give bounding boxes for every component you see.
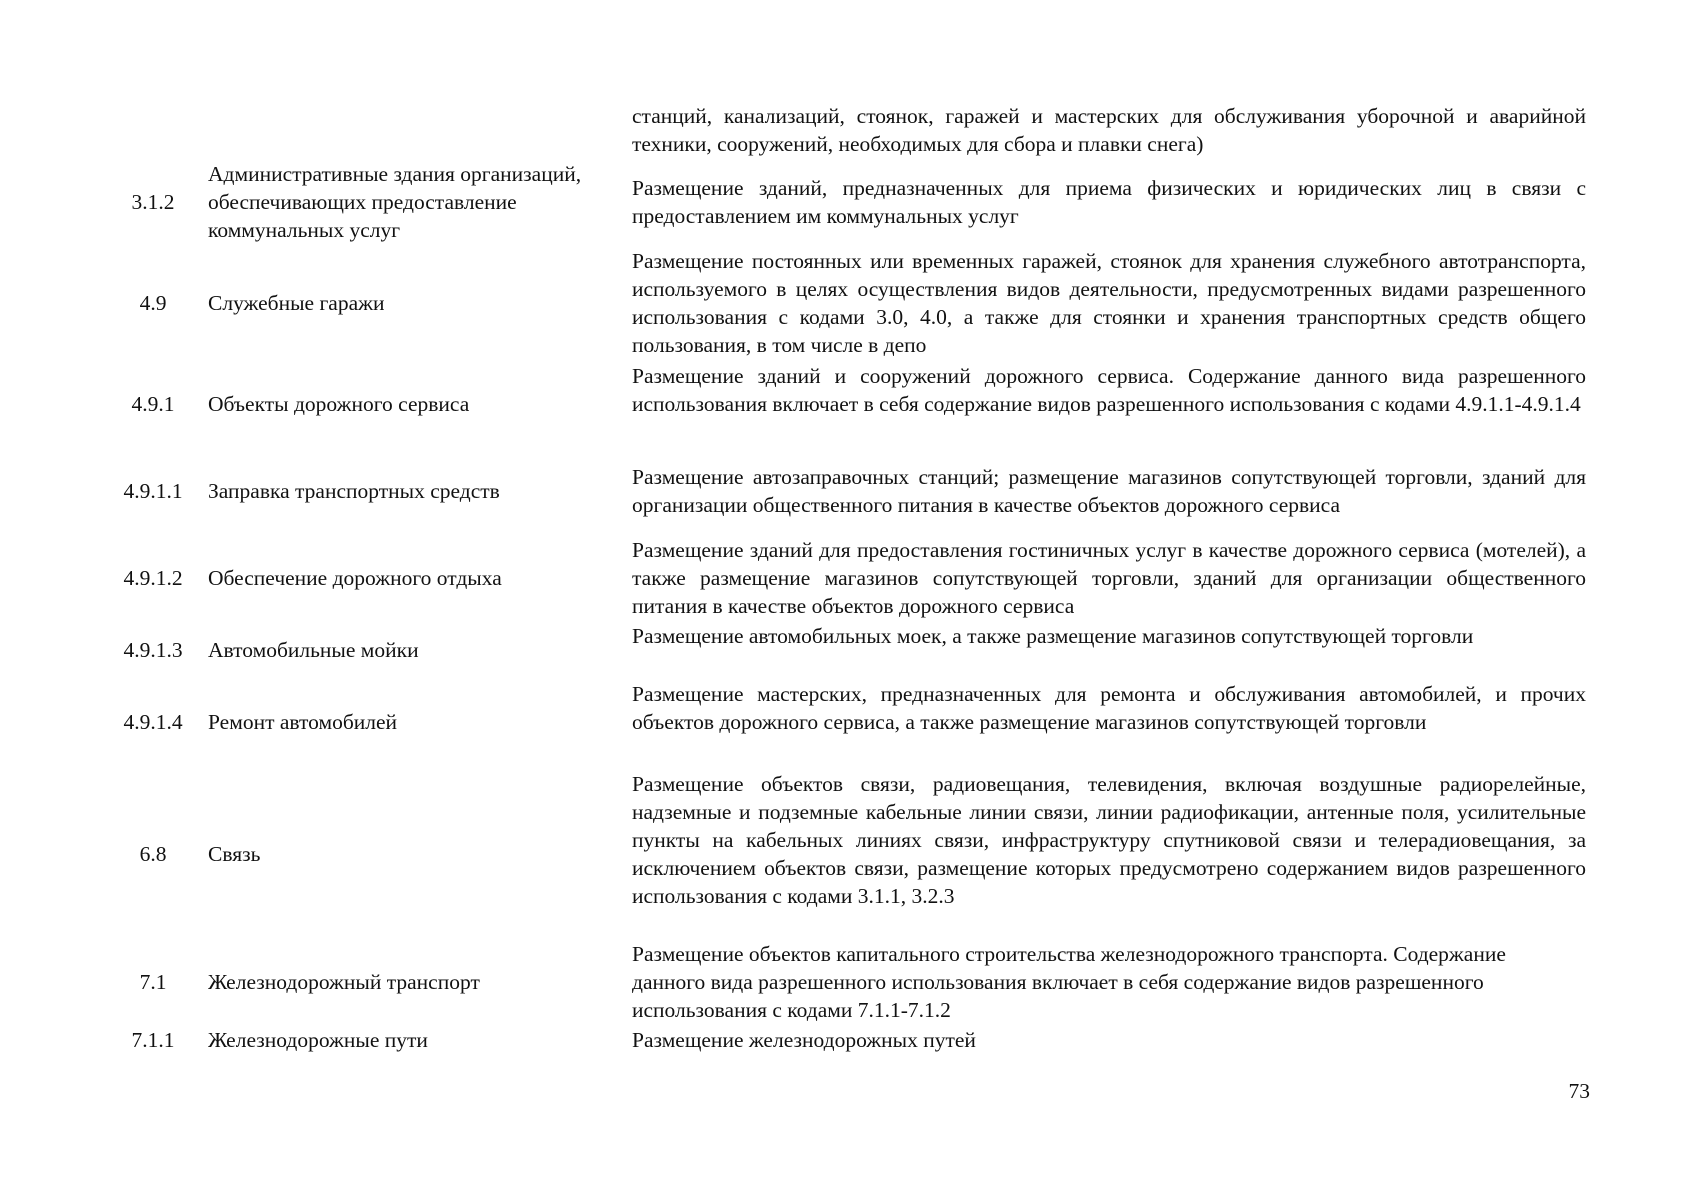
page-number: 73 [1568,1079,1590,1103]
row-code: 7.1 [139,970,167,994]
row-description: Размещение объектов связи, радиовещания, телевидения, включая воздушные радиорелейные, надземные и подземные кабельные линии связи, линии радиофикации, антенные поля, усилительные пункты на кабельных линиях связи, инфраструктуру спутниковой связи и телерадиовещания, за исключением объектов связи, размещение которых предусмотрено содержанием видов разрешенного использования с кодами 3.1.1, 3.2.3 [632,772,1586,908]
row-description: Размещение постоянных или временных гаражей, стоянок для хранения служебного автотранспорта, используемого в целях осуществления видов деятельности, предусмотренных видами разрешенного использования с кодами 3.0, 4.0, а также для стоянки и хранения транспортных средств общего пользования, в том числе в депо [632,249,1586,357]
row-name: Заправка транспортных средств [208,479,500,503]
row-name: Объекты дорожного сервиса [208,392,470,416]
row-description: Размещение объектов капитального строительства железнодорожного транспорта. Содержание данного вида разрешенного использования включает в себя содержание видов разрешенного использования с кодами 7.1.1-7.1.2 [632,942,1506,1022]
row-description: Размещение зданий и сооружений дорожного сервиса. Содержание данного вида разрешенного использования включает в себя содержание видов разрешенного использования с кодами 4.9.1.1-4.9.1.4 [632,364,1586,416]
row-name: Железнодорожные пути [208,1028,428,1052]
row-code: 3.1.2 [131,190,175,214]
row-name: Связь [208,842,261,866]
row-description: Размещение зданий, предназначенных для приема физических и юридических лиц в связи с предоставлением им коммунальных услуг [632,176,1586,228]
row-code: 4.9 [139,291,167,315]
row-name: Железнодорожный транспорт [208,970,480,994]
row-description: Размещение мастерских, предназначенных для ремонта и обслуживания автомобилей, и прочих объектов дорожного сервиса, а также размещение магазинов сопутствующей торговли [632,682,1586,734]
row-description: Размещение автозаправочных станций; размещение магазинов сопутствующей торговли, зданий для организации общественного питания в качестве объектов дорожного сервиса [632,465,1586,517]
continuation-description: станций, канализаций, стоянок, гаражей и мастерских для обслуживания уборочной и аварийной техники, сооружений, необходимых для сбора и плавки снега) [632,104,1586,156]
row-code: 4.9.1.4 [123,710,183,734]
row-code: 4.9.1.1 [123,479,183,503]
row-code: 4.9.1.2 [123,566,183,590]
row-name: Административные здания организаций, обеспечивающих предоставление коммунальных услуг [208,162,582,242]
row-code: 4.9.1 [131,392,175,416]
row-description: Размещение зданий для предоставления гостиничных услуг в качестве дорожного сервиса (мотелей), а также размещение магазинов сопутствующей торговли, зданий для организации общественного питания в качестве объектов дорожного сервиса [632,538,1586,618]
row-name: Ремонт автомобилей [208,710,398,734]
row-code: 7.1.1 [131,1028,175,1052]
row-name: Обеспечение дорожного отдыха [208,566,502,590]
row-name: Служебные гаражи [208,291,385,315]
row-code: 6.8 [139,842,167,866]
row-code: 4.9.1.3 [123,638,183,662]
row-description: Размещение железнодорожных путей [632,1028,976,1052]
row-description: Размещение автомобильных моек, а также размещение магазинов сопутствующей торговли [632,624,1474,648]
row-name: Автомобильные мойки [208,638,419,662]
